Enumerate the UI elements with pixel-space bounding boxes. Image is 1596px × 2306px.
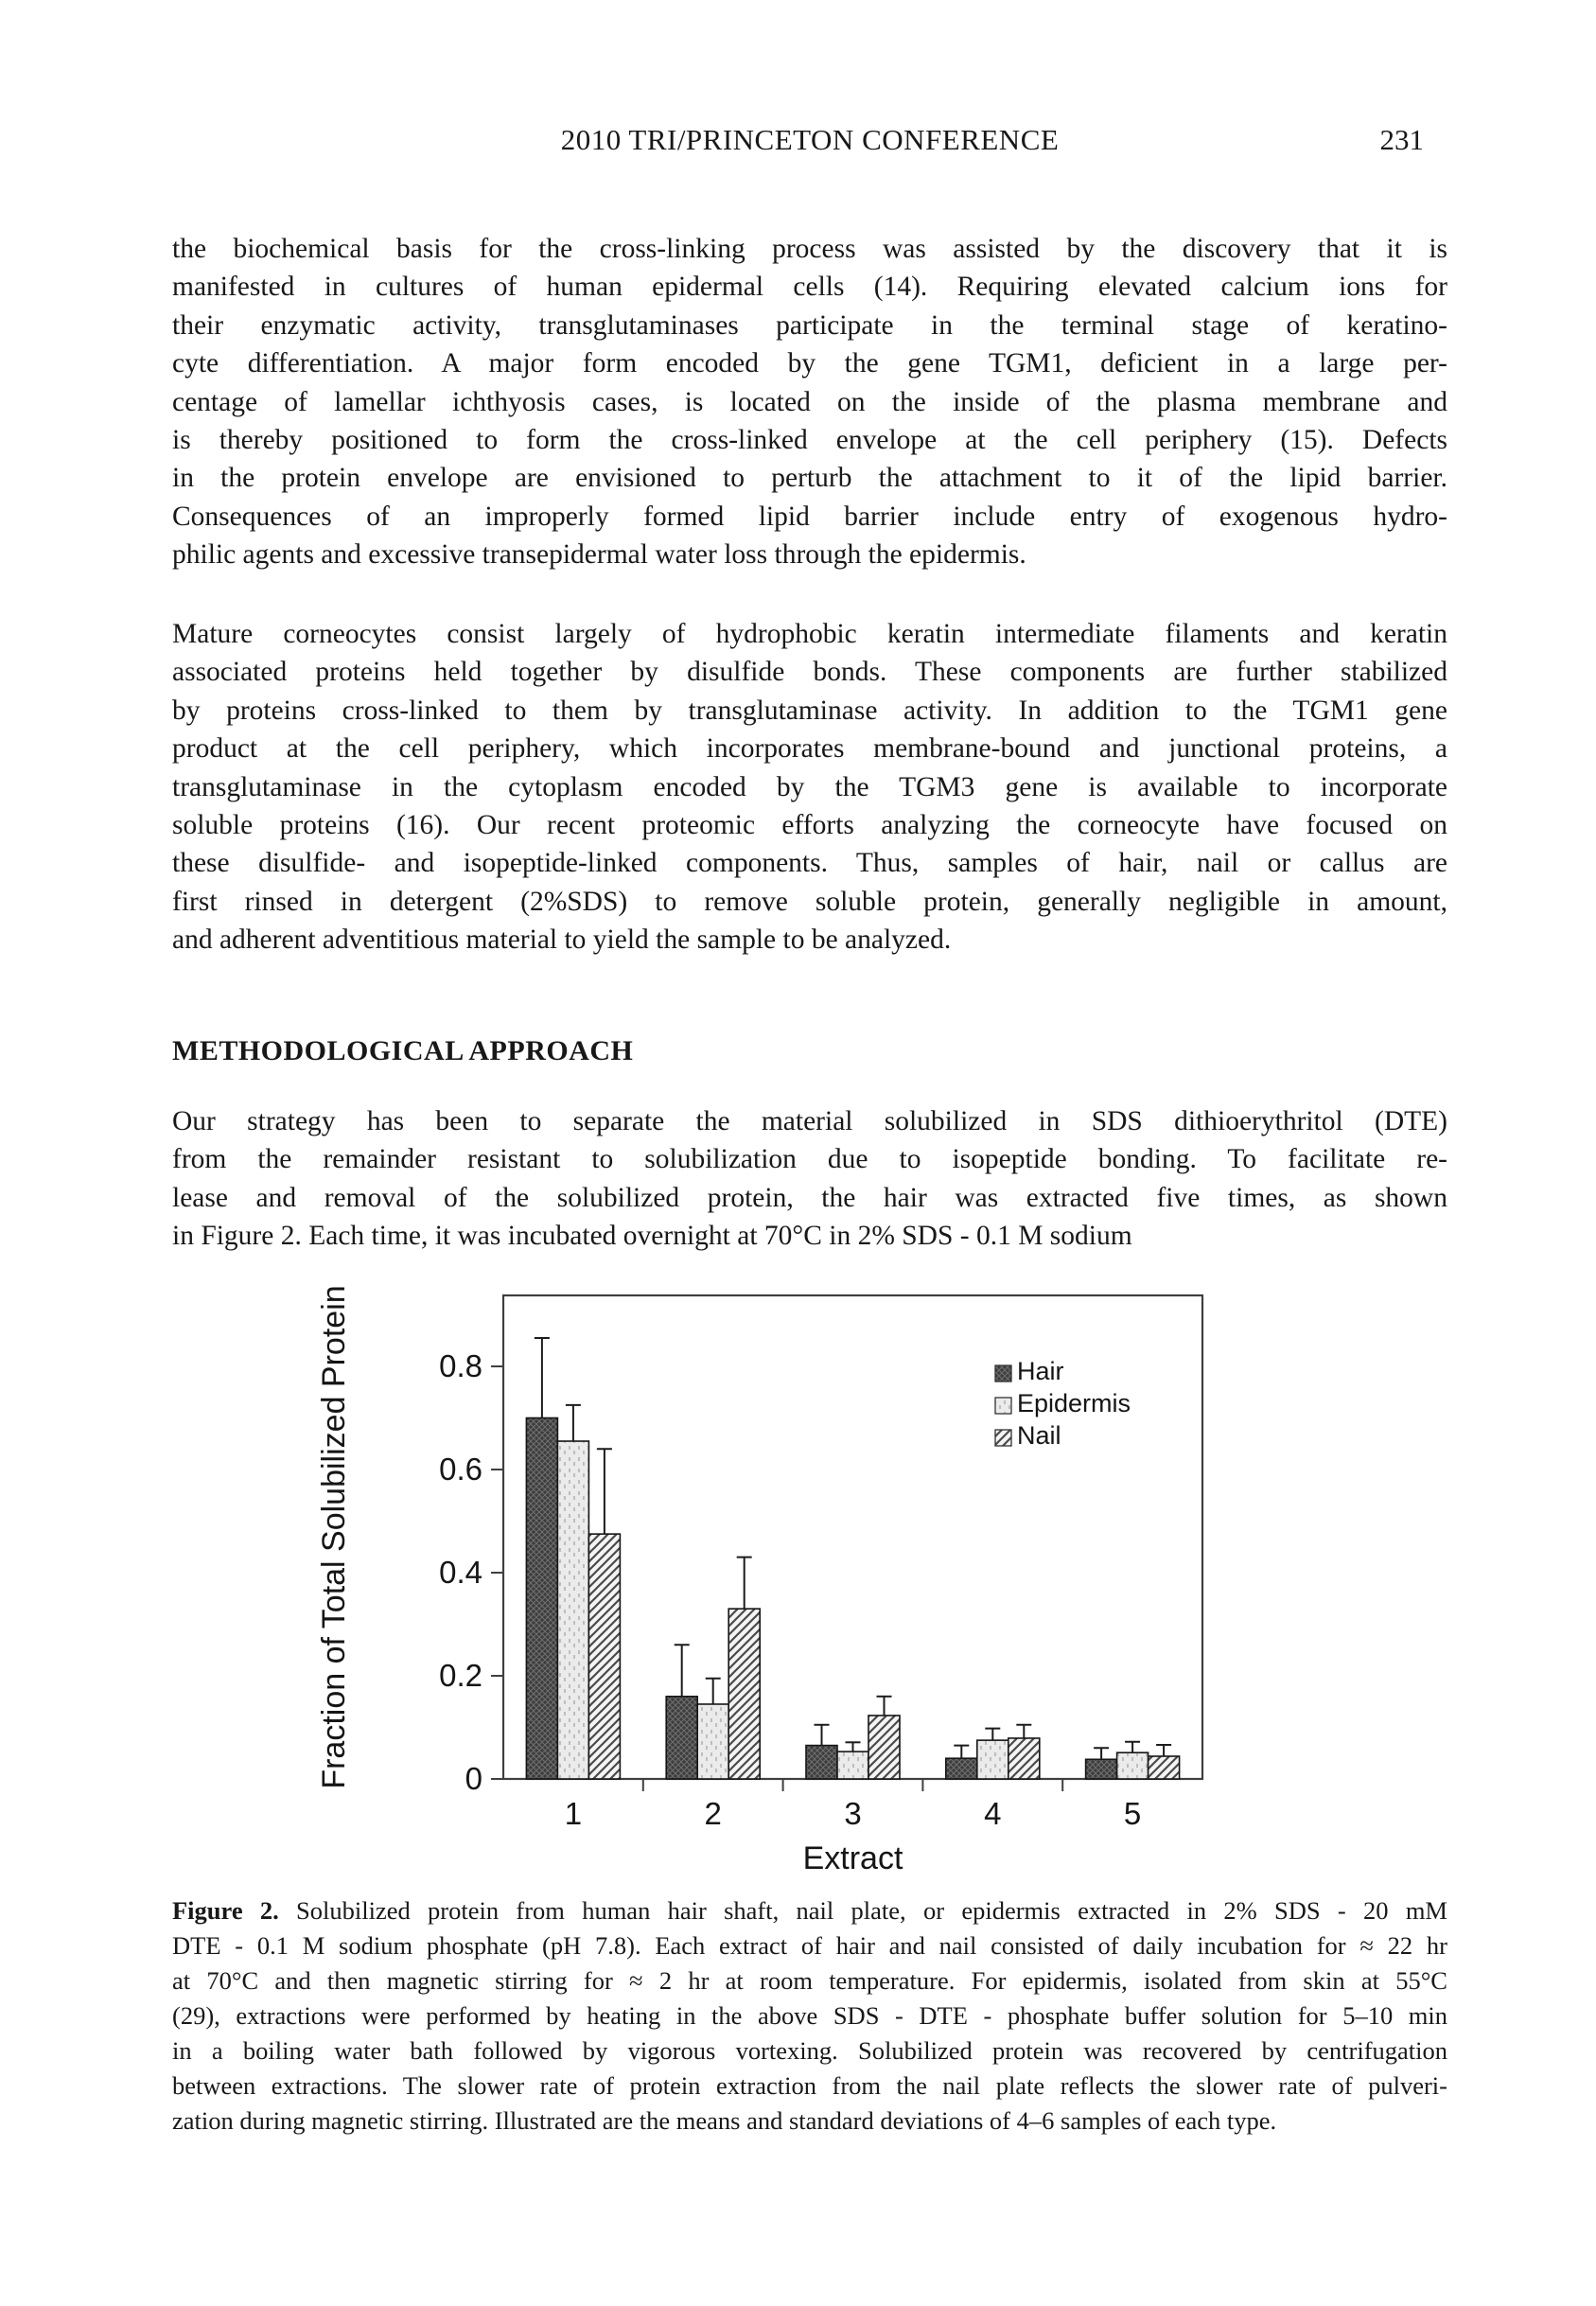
caption-line: between extractions. The slower rate of protein extraction from the nail plate reflects the slower rate of pulveri- [172, 2071, 1447, 2100]
y-tick-label: 0.2 [439, 1658, 482, 1693]
paragraph-1 [172, 230, 1447, 574]
caption-first-line-text: Solubilized protein from human hair shaft, nail plate, or epidermis extracted in 2% SDS - 20 mM [296, 1896, 1447, 1925]
legend-label-nail: Nail [1017, 1421, 1061, 1450]
text-line: product at the cell periphery, which incorporates membrane-bound and junctional proteins, a [172, 733, 1447, 765]
text-line: in the protein envelope are envisioned to perturb the attachment to it of the lipid barrier. [172, 463, 1447, 494]
text-line: soluble proteins (16). Our recent proteomic efforts analyzing the corneocyte have focused on [172, 809, 1447, 840]
text-line: Our strategy has been to separate the material solubilized in SDS dithioerythritol (DTE) [172, 1106, 1447, 1136]
y-tick-label: 0 [465, 1761, 482, 1796]
text-line: the biochemical basis for the cross-linking process was assisted by the discovery that it is [172, 234, 1447, 264]
text-line: transglutaminase in the cytoplasm encoded by the TGM3 gene is available to incorporate [172, 771, 1447, 802]
x-tick-label: 1 [564, 1796, 583, 1831]
text-line: philic agents and excessive transepidermal water loss through the epidermis. [172, 539, 1026, 571]
text-line: cyte differentiation. A major form encoded by the gene TGM1, deficient in a large per- [172, 348, 1447, 379]
bar-hair-4 [946, 1758, 977, 1779]
caption-line: in a boiling water bath followed by vigorous vortexing. Solubilized protein was recovered by centrifugation [172, 2036, 1447, 2065]
caption-first-line [172, 1893, 1447, 1928]
text-line: centage of lamellar ichthyosis cases, is located on the inside of the plasma membrane and [172, 386, 1447, 417]
text-line: is thereby positioned to form the cross-linked envelope at the cell periphery (15). Defects [172, 424, 1447, 455]
caption-line: at 70°C and then magnetic stirring for ≈ 2 hr at room temperature. For epidermis, isolated from skin at 55°C [172, 1966, 1447, 1995]
text-line: Mature corneocytes consist largely of hydrophobic keratin intermediate filaments and keratin [172, 619, 1447, 649]
x-tick-label: 3 [844, 1796, 862, 1831]
bar-epidermis-5 [1117, 1752, 1149, 1779]
y-tick-label: 0.6 [439, 1452, 482, 1487]
bar-epidermis-4 [977, 1740, 1008, 1779]
text-line: these disulfide- and isopeptide-linked components. Thus, samples of hair, nail or callus are [172, 848, 1447, 879]
text-line: in Figure 2. Each time, it was incubated overnight at 70°C in 2% SDS - 0.1 M sodium [172, 1221, 1132, 1252]
x-tick-label: 5 [1123, 1796, 1142, 1831]
text-line: manifested in cultures of human epidermal cells (14). Requiring elevated calcium ions for [172, 272, 1447, 303]
bar-nail-3 [868, 1716, 900, 1779]
conference-title: 2010 TRI/PRINCETON CONFERENCE [560, 123, 1060, 156]
caption-line: zation during magnetic stirring. Illustrated are the means and standard deviations of 4–6 samples of each type. [172, 2106, 1277, 2135]
y-tick-label: 0.4 [439, 1555, 482, 1590]
page-number: 231 [1379, 123, 1424, 156]
section-heading: METHODOLOGICAL APPROACH [172, 1035, 634, 1066]
bar-nail-4 [1008, 1738, 1040, 1779]
bar-nail-1 [588, 1534, 620, 1779]
caption-line: DTE - 0.1 M sodium phosphate (pH 7.8). Each extract of hair and nail consisted of daily incubation for ≈ 22 hr [172, 1931, 1447, 1960]
bar-hair-1 [526, 1418, 557, 1780]
text-line: and adherent adventitious material to yield the sample to be analyzed. [172, 924, 952, 956]
figure-2-bar-chart [312, 1285, 1220, 1900]
caption-lines [172, 1928, 1447, 2139]
bar-hair-3 [806, 1746, 837, 1779]
legend-swatch-hair [995, 1365, 1011, 1382]
figure-caption [172, 1893, 1447, 2139]
bar-epidermis-3 [837, 1752, 868, 1779]
legend-label-hair: Hair [1017, 1357, 1064, 1385]
legend-swatch-nail [995, 1430, 1011, 1446]
caption-figure-label: Figure 2. [172, 1896, 279, 1925]
bar-epidermis-2 [697, 1704, 728, 1779]
legend-label-epidermis: Epidermis [1017, 1389, 1131, 1417]
x-tick-label: 2 [704, 1796, 722, 1831]
bar-hair-2 [666, 1697, 697, 1779]
text-line: by proteins cross-linked to them by transglutaminase activity. In addition to the TGM1 gene [172, 695, 1447, 726]
y-tick-label: 0.8 [439, 1348, 482, 1383]
text-line: first rinsed in detergent (2%SDS) to remove soluble protein, generally negligible in amount, [172, 886, 1447, 917]
bar-epidermis-1 [557, 1441, 588, 1779]
x-tick-label: 4 [984, 1796, 1002, 1831]
legend-swatch-epidermis [995, 1398, 1011, 1414]
text-line: from the remainder resistant to solubilization due to isopeptide bonding. To facilitate re- [172, 1144, 1447, 1175]
bar-nail-2 [728, 1609, 760, 1779]
y-axis-title: Fraction of Total Solubilized Protein [316, 1285, 352, 1789]
bar-hair-5 [1086, 1759, 1117, 1779]
caption-line: (29), extractions were performed by heating in the above SDS - DTE - phosphate buffer solution for 5–10 min [172, 2001, 1447, 2030]
text-line: associated proteins held together by disulfide bonds. These components are further stabilized [172, 657, 1447, 688]
text-line: lease and removal of the solubilized protein, the hair was extracted five times, as shown [172, 1182, 1447, 1213]
paragraph-3 [172, 1102, 1447, 1256]
x-axis-title: Extract [802, 1840, 903, 1876]
paragraph-2 [172, 615, 1447, 959]
text-line: their enzymatic activity, transglutaminases participate in the terminal stage of keratino- [172, 309, 1447, 341]
text-line: Consequences of an improperly formed lipid barrier include entry of exogenous hydro- [172, 501, 1447, 532]
bar-nail-5 [1149, 1756, 1180, 1779]
